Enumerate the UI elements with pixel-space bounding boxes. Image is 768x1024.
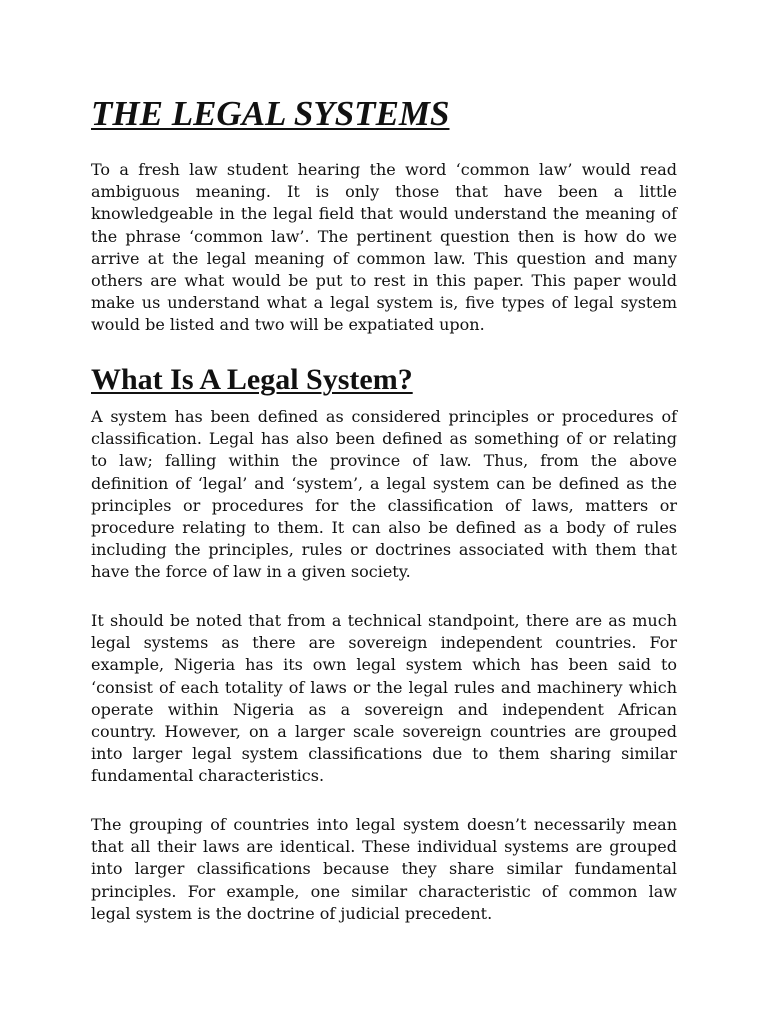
intro-paragraph <box>91 159 677 337</box>
standpoint-line: country. However, on a larger scale sovereign countries are grouped <box>91 722 677 742</box>
grouping-line: The grouping of countries into legal system doesn’t necessarily mean <box>91 815 677 834</box>
intro-line: knowledgeable in the legal field that would understand the meaning of <box>91 204 677 224</box>
intro-line: ambiguous meaning. It is only those that have been a little <box>91 182 677 202</box>
grouping-line: principles. For example, one similar characteristic of common law <box>91 881 677 901</box>
standpoint-line: example, Nigeria has its own legal system which has been said to <box>91 655 677 675</box>
grouping-line: that all their laws are identical. These individual systems are grouped <box>91 837 677 857</box>
definition-line: to law; falling within the province of law. Thus, from the above <box>91 451 677 471</box>
intro-line: arrive at the legal meaning of common law. This question and many <box>91 248 677 268</box>
standpoint-line: ‘consist of each totality of laws or the legal rules and machinery which <box>91 677 677 697</box>
intro-line: the phrase ‘common law’. The pertinent question then is how do we <box>91 226 677 246</box>
definition-line: procedure relating to them. It can also be defined as a body of rules <box>91 518 677 538</box>
intro-line: would be listed and two will be expatiated upon. <box>91 315 485 335</box>
definition-line: definition of ‘legal’ and ‘system’, a legal system can be defined as the <box>91 473 677 493</box>
definition-paragraph <box>91 406 677 584</box>
grouping-line: legal system is the doctrine of judicial precedent. <box>91 903 493 923</box>
grouping-line: into larger classifications because they share similar fundamental <box>91 859 677 879</box>
standpoint-line: operate within Nigeria as a sovereign and independent African <box>91 699 677 719</box>
intro-line: others are what would be put to rest in this paper. This paper would <box>91 271 677 291</box>
intro-line: make us understand what a legal system is, five types of legal system <box>91 293 677 313</box>
standpoint-line: fundamental characteristics. <box>91 766 325 786</box>
standpoint-paragraph <box>91 610 677 788</box>
definition-line: A system has been defined as considered principles or procedures of <box>91 407 677 426</box>
definition-line: have the force of law in a given society. <box>91 562 411 582</box>
definition-line: classification. Legal has also been defined as something of or relating <box>91 429 677 449</box>
document-title: THE LEGAL SYSTEMS <box>91 94 450 133</box>
grouping-paragraph <box>91 814 677 925</box>
definition-line: including the principles, rules or doctrines associated with them that <box>91 540 677 560</box>
section-heading: What Is A Legal System? <box>91 363 413 396</box>
standpoint-line: into larger legal system classifications due to them sharing similar <box>91 744 677 764</box>
intro-line: To a fresh law student hearing the word ‘common law’ would read <box>91 160 677 179</box>
standpoint-line: legal systems as there are sovereign independent countries. For <box>91 633 677 653</box>
definition-line: principles or procedures for the classification of laws, matters or <box>91 495 677 515</box>
standpoint-line: It should be noted that from a technical standpoint, there are as much <box>91 611 677 630</box>
